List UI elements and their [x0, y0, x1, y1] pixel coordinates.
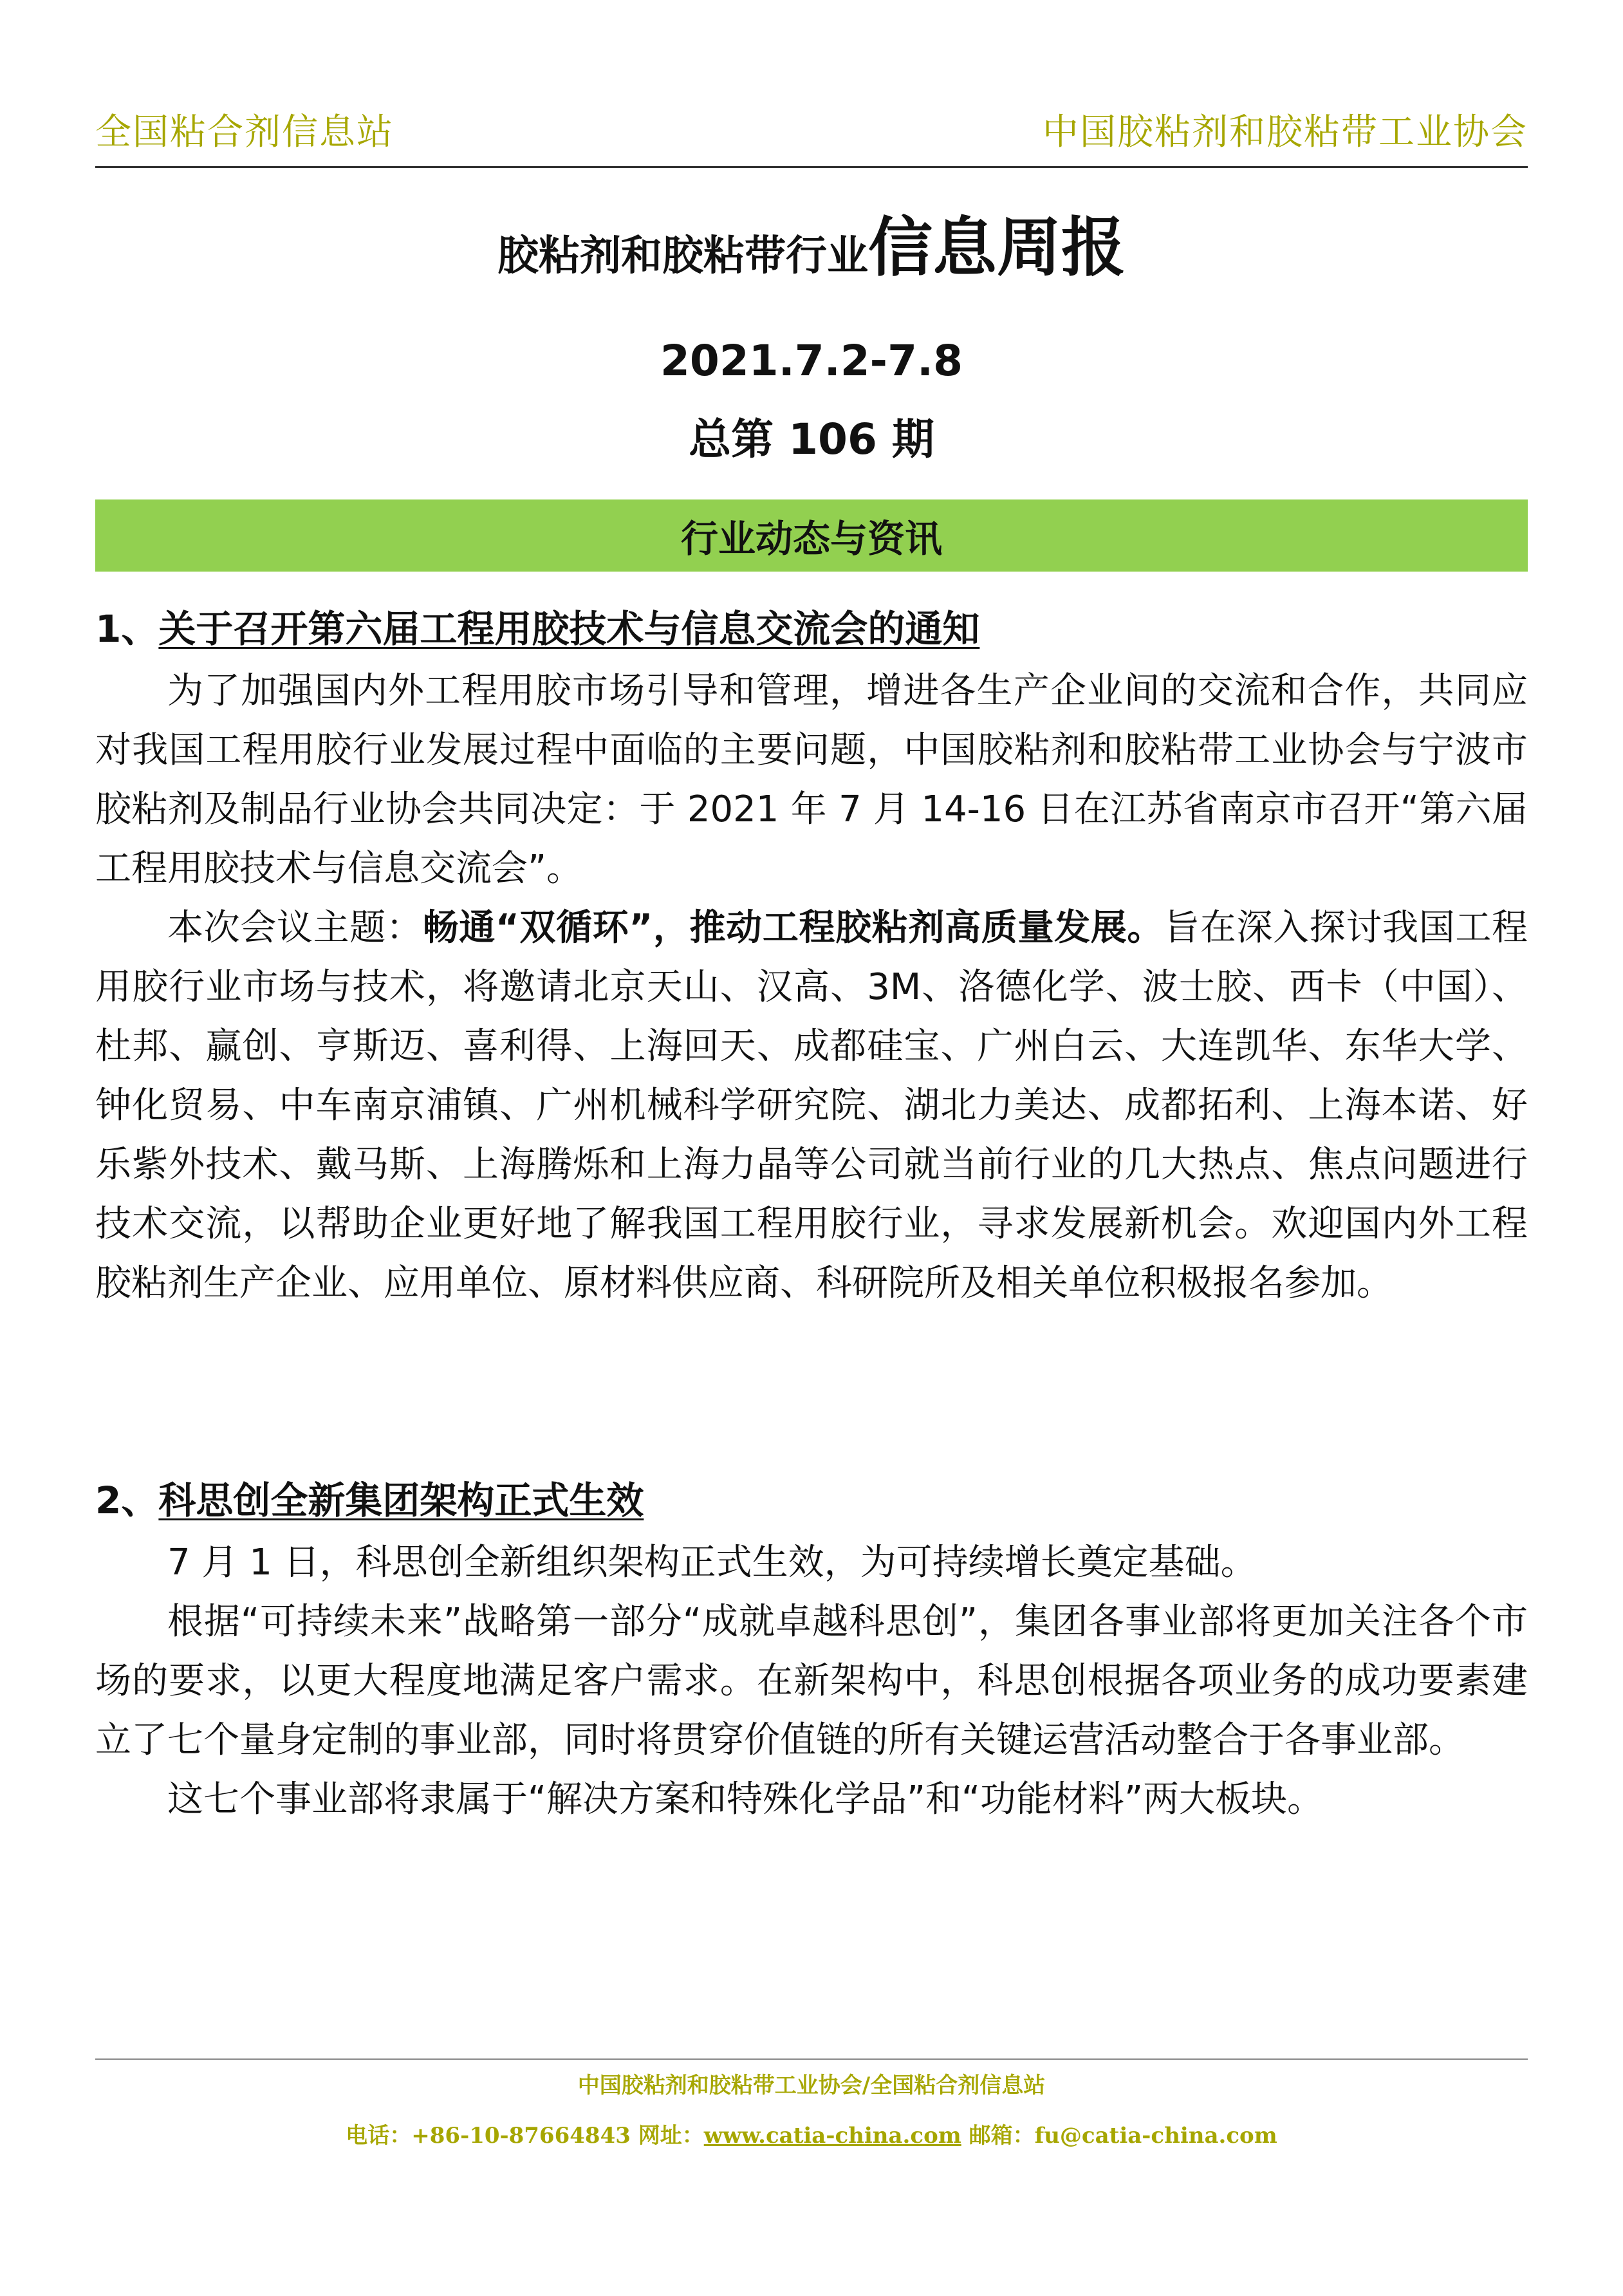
- website-link[interactable]: www.catia-china.com: [703, 2123, 961, 2149]
- news-heading-2: 科思创全新集团架构正式生效: [158, 1479, 644, 1522]
- news-1-paragraph-1: 为了加强国内外工程用胶市场引导和管理，增进各生产企业间的交流和合作，共同应对我国工程用胶行业发展过程中面临的主要问题，中国胶粘剂和胶粘带工业协会与宁波市胶粘剂及制品行业协会共同决定：于 2021 年 7 月 14-16 日在江苏省南京市召开“第六届工程用胶技术与信息交流会”。: [95, 670, 1528, 890]
- news-1-paragraph-2: [95, 899, 1528, 1313]
- header-left-text: 全国粘合剂信息站: [95, 111, 394, 153]
- news-title-2: [95, 1479, 1528, 1522]
- news-title-1: [95, 607, 1528, 651]
- news-number-2: 2、: [95, 1479, 159, 1522]
- footer-org-line: 中国胶粘剂和胶粘带工业协会/全国粘合剂信息站: [577, 2073, 1046, 2098]
- news-section-1: [95, 607, 1528, 1313]
- paragraph-prefix: 本次会议主题：: [167, 907, 423, 949]
- news-2-paragraph-3: 这七个事业部将隶属于“解决方案和特殊化学品”和“功能材料”两大板块。: [167, 1778, 1324, 1820]
- date-range: 2021.7.2-7.8: [660, 336, 963, 386]
- report-title-part1: 胶粘剂和胶粘带行业: [497, 232, 868, 280]
- news-heading-1: 关于召开第六届工程用胶技术与信息交流会的通知: [158, 607, 980, 651]
- phone-number: +86-10-87664843: [411, 2123, 631, 2149]
- issue-number: 总第 106 期: [689, 415, 934, 464]
- news-2-paragraph-1: 7 月 1 日，科思创全新组织架构正式生效，为可持续增长奠定基础。: [167, 1542, 1257, 1583]
- phone-label: 电话：: [346, 2123, 412, 2149]
- footer-contact-line: [0, 2118, 1623, 2149]
- report-title-part2: 信息周报: [868, 210, 1126, 285]
- news-section-2: [95, 1479, 1528, 1829]
- footer-divider: [95, 2058, 1528, 2060]
- section-band: 行业动态与资讯: [95, 499, 1528, 572]
- news-2-paragraph-2: 根据“可持续未来”战略第一部分“成就卓越科思创”，集团各事业部将更加关注各个市场的要求，以更大程度地满足客户需求。在新架构中，科思创根据各项业务的成功要素建立了七个量身定制的事业部，同时将贯穿价值链的所有关键运营活动整合于各事业部。: [95, 1601, 1528, 1761]
- paragraph-suffix: 旨在深入探讨我国工程用胶行业市场与技术，将邀请北京天山、汉高、3M、洛德化学、波士胶、西卡（中国）、杜邦、赢创、亨斯迈、喜利得、上海回天、成都硅宝、广州白云、大连凯华、东华大学、钟化贸易、中车南京浦镇、广州机械科学研究院、湖北力美达、成都拓利、上海本诺、好乐紫外技术、戴马斯、上海腾烁和上海力晶等公司就当前行业的几大热点、焦点问题进行技术交流，以帮助企业更好地了解我国工程用胶行业，寻求发展新机会。欢迎国内外工程胶粘剂生产企业、应用单位、原材料供应商、科研院所及相关单位积极报名参加。: [95, 907, 1528, 1304]
- website-label: 网址：: [638, 2123, 704, 2149]
- report-title: [0, 212, 1623, 283]
- email-label: 邮箱：: [969, 2123, 1035, 2149]
- header-divider: [95, 166, 1528, 168]
- news-number-1: 1、: [95, 607, 159, 651]
- meeting-theme: 畅通“双循环”，推动工程胶粘剂高质量发展。: [422, 907, 1164, 949]
- email-address[interactable]: fu@catia-china.com: [1034, 2123, 1277, 2149]
- header-right-text: 中国胶粘剂和胶粘带工业协会: [1043, 111, 1528, 153]
